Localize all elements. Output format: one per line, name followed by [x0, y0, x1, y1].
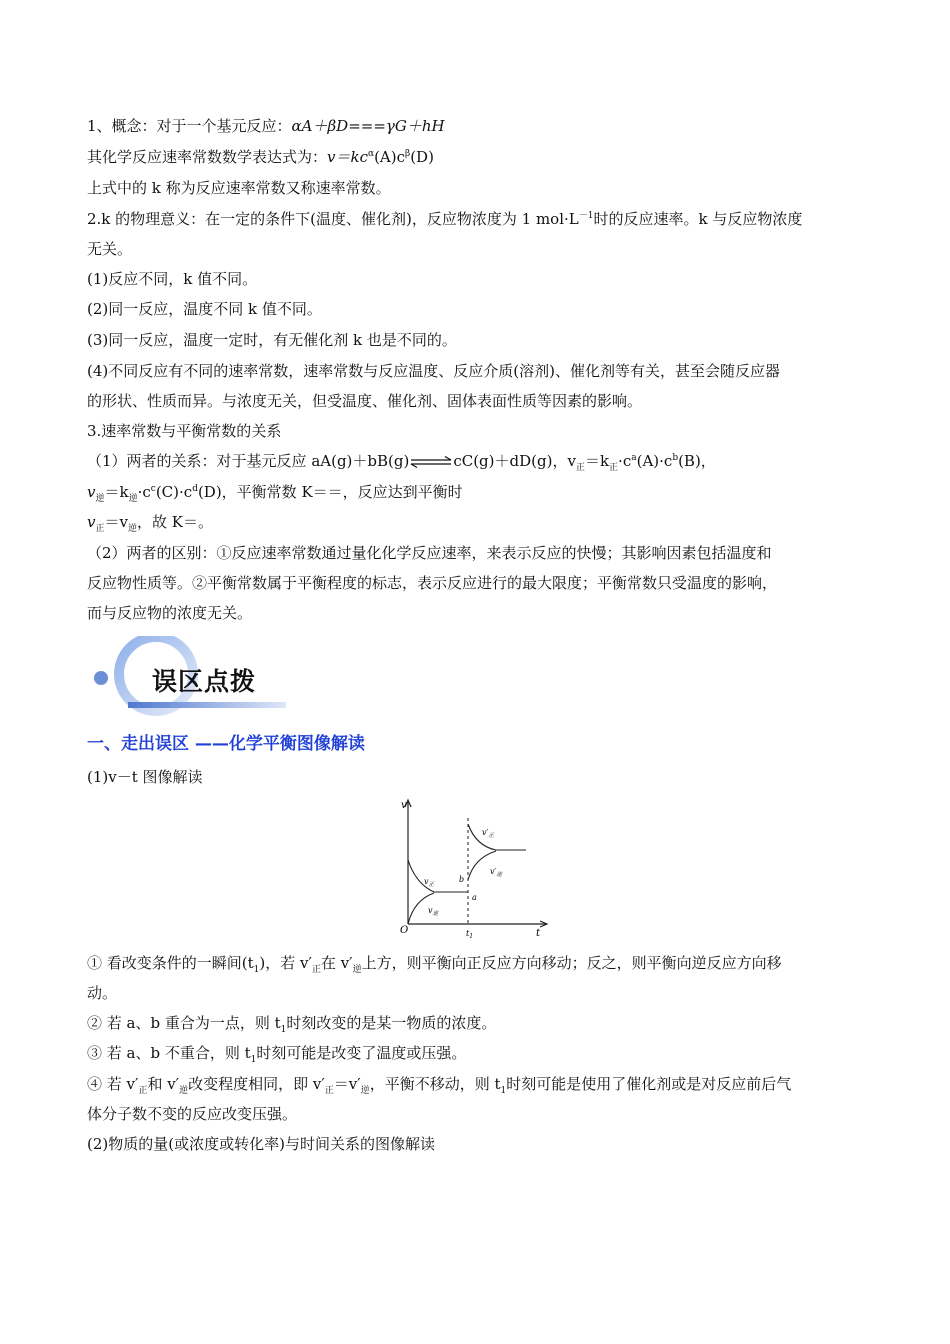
v-fwd-label: $v_正$ — [424, 877, 435, 888]
section-heading: 一、走出误区 ——化学平衡图像解读 — [87, 734, 365, 754]
explain-3: ③ 若 a、b 不重合，则 $t_1$时刻可能是改变了温度或压强。 — [87, 1044, 467, 1065]
explain-4-cont: 体分子数不变的反应改变压强。 — [87, 1105, 298, 1123]
explain-1: ① 看改变条件的一瞬间$(t_1)$，若 $v'_正$在 $v'_逆$上方，则平衡向正反应方向移动；反之，则平衡向逆反应方向移 — [87, 954, 782, 975]
v-t-graph — [396, 796, 556, 942]
relation-line-3: $v_正=v_逆$，故 K＝。 — [87, 513, 213, 534]
v-rev2-label: $v'_逆$ — [490, 867, 502, 878]
point-2: (2)同一反应，温度不同 k 值不同。 — [87, 300, 322, 318]
v-fwd2-curve — [468, 824, 526, 850]
point-3: (3)同一反应，温度一定时，有无催化剂 k 也是不同的。 — [87, 331, 457, 349]
difference-line-3: 而与反应物的浓度无关。 — [87, 604, 253, 622]
point-4-cont: 的形状、性质而异。与浓度无关，但受温度、催化剂、固体表面性质等因素的影响。 — [87, 392, 643, 410]
v-rev-label: $v_逆$ — [428, 906, 439, 917]
x-axis-label: t — [536, 928, 541, 939]
point-a-label: a — [472, 893, 477, 902]
t1-label: $t_1$ — [466, 929, 474, 940]
k-meaning-line-2: 无关。 — [87, 240, 133, 258]
banner-title: 误区点拨 — [152, 667, 257, 696]
k-definition-line: 上式中的 k 称为反应速率常数又称速率常数。 — [87, 179, 391, 197]
point-1: (1)反应不同，k 值不同。 — [87, 270, 258, 288]
point-4: (4)不同反应有不同的速率常数，速率常数与反应温度、反应介质(溶剂)、催化剂等有关，甚至会随反应器 — [87, 362, 780, 380]
vt-graph-subheading: (1)v－t 图像解读 — [87, 768, 203, 786]
difference-line-2: 反应物性质等。②平衡常数属于平衡程度的标志，表示反应进行的最大限度；平衡常数只受温度的影响， — [87, 574, 778, 592]
explain-1-cont: 动。 — [87, 984, 118, 1002]
difference-line-1: （2）两者的区别：①反应速率常数通过量化化学反应速率，来表示反应的快慢；其影响因素包括温度和 — [87, 544, 772, 562]
y-axis-label: v — [401, 800, 407, 811]
explain-2: ② 若 a、b 重合为一点，则 $t_1$时刻改变的是某一物质的浓度。 — [87, 1014, 497, 1035]
explain-4: ④ 若 $v'_正$和 $v'_逆$改变程度相同，即 $v'_正=v'_逆$，平衡不移动，则 $t_1$时刻可能是使用了催化剂或是对反应前后气 — [87, 1075, 792, 1096]
k-meaning-line: 2.k 的物理意义：在一定的条件下(温度、催化剂)，反应物浓度为 1 $mol\cdot L^{-1}$时的反应速率。k 与反应物浓度 — [87, 210, 803, 228]
point-b-label: b — [459, 875, 465, 884]
v-fwd2-label: $v'_正$ — [482, 828, 494, 839]
relation-line-1: （1）两者的关系：对于基元反应 aA(g)＋bB(g) cC(g)＋dD(g)，$v_正=k_正\cdot c^a(A)\cdot c^b(B)$， — [87, 452, 716, 473]
rate-expression-line: 其化学反应速率常数数学表达式为：$v=kc^\alpha(A)c^\beta(D)$ — [87, 148, 434, 166]
relation-heading: 3.速率常数与平衡常数的关系 — [87, 422, 282, 440]
concept-line: 1、概念：对于一个基元反应：αA＋βD===γG＋hH — [87, 117, 445, 135]
relation-line-2: $v_逆=k_逆\cdot c^c(C)\cdot c^d(D)$，平衡常数 K＝＝，反应达到平衡时 — [87, 483, 463, 504]
equilibrium-arrows-icon — [410, 456, 452, 468]
origin-label: O — [400, 925, 409, 936]
amount-graph-subheading: (2)物质的量(或浓度或转化率)与时间关系的图像解读 — [87, 1135, 435, 1153]
